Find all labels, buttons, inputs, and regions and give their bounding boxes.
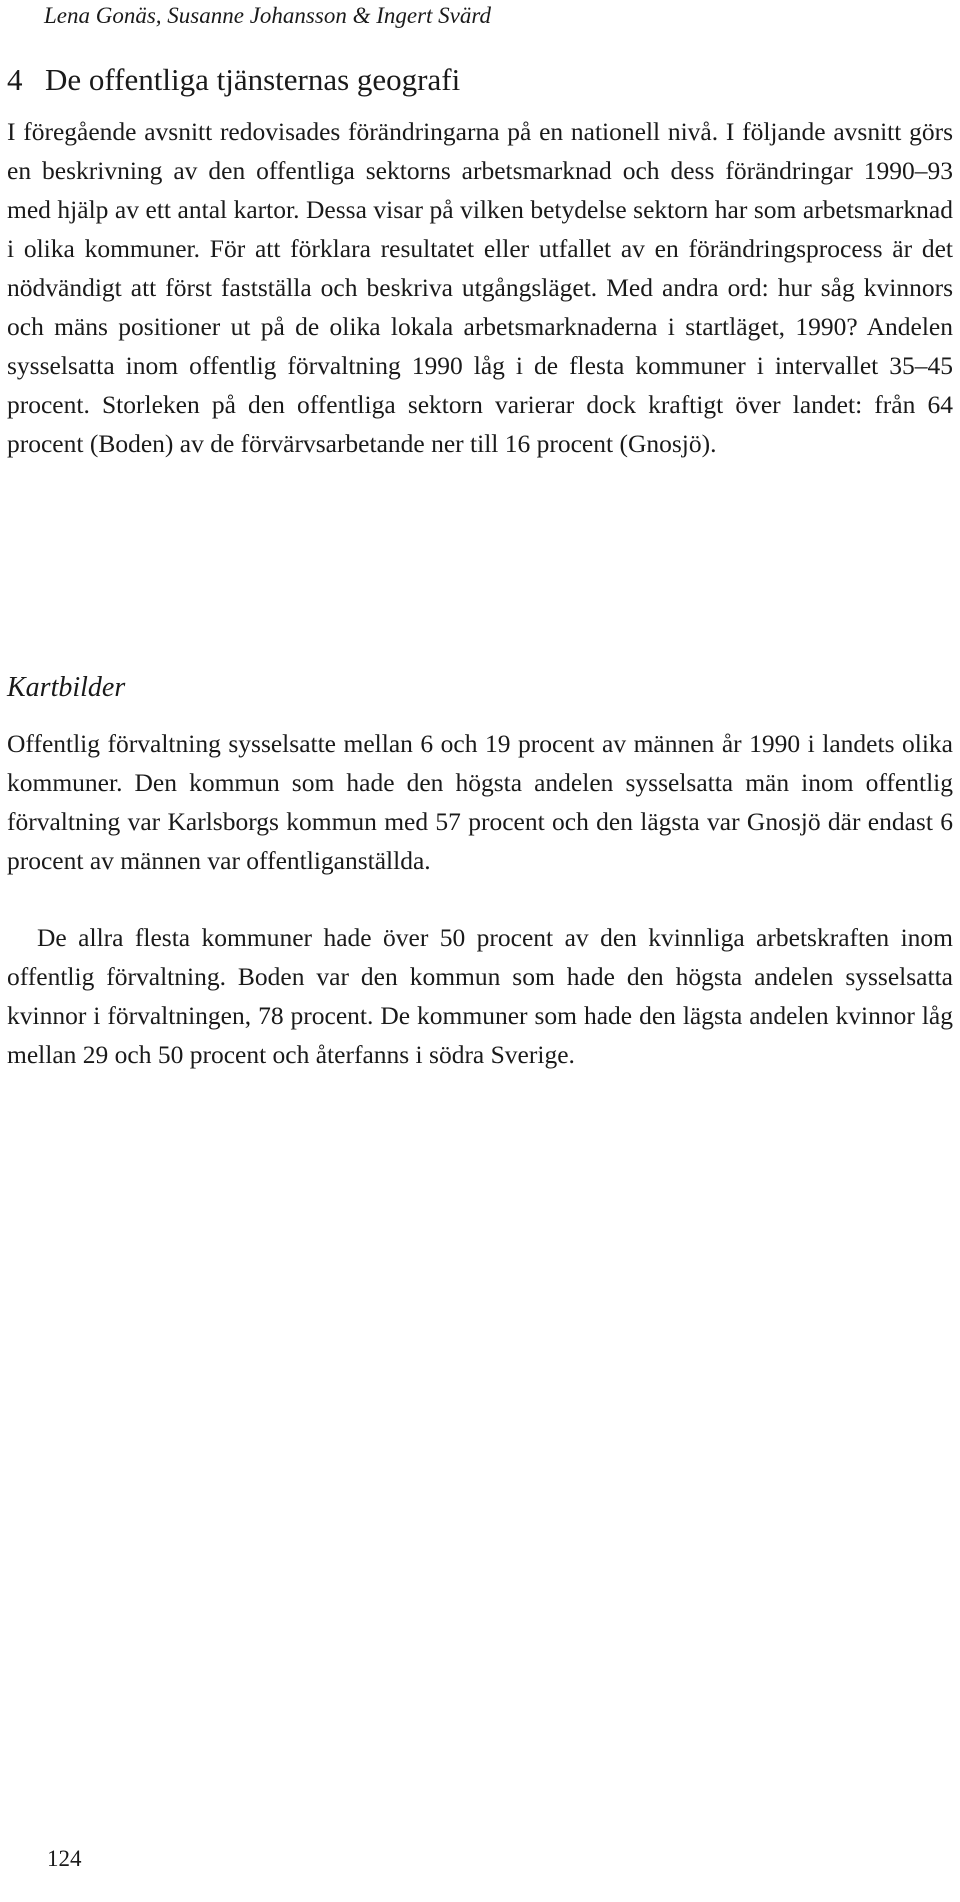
- body-paragraph-intro: I föregående avsnitt redovisades förändringarna på en nationell nivå. I följande avsnitt görs en beskrivning av den offentliga sektorns arbetsmarknad och dess förändringar 1990–93 med hjälp av ett antal kartor. Dessa visar på vilken betydelse sektorn har som arbetsmarknad i olika kommuner. För att förklara resultatet eller utfallet av en förändringsprocess är det nödvändigt att först fastställa och beskriva utgångsläget. Med andra ord: hur såg kvinnors och mäns positioner ut på de olika lokala arbetsmarknaderna i startläget, 1990? Andelen sysselsatta inom offentlig förvaltning 1990 låg i de flesta kommuner i intervallet 35–45 procent. Storleken på den offentliga sektorn varierar dock kraftigt över landet: från 64 procent (Boden) av de förvärvsarbetande ner till 16 procent (Gnosjö).: [7, 117, 953, 458]
- section-heading-kartbilder: Kartbilder: [7, 672, 126, 703]
- chapter-title-text: De offentliga tjänsternas geografi: [45, 62, 461, 97]
- chapter-number: 4: [7, 62, 23, 97]
- running-head-authors: Lena Gonäs, Susanne Johansson & Ingert Svärd: [44, 3, 491, 28]
- document-page: [7, 0, 953, 1902]
- body-paragraph-women: De allra flesta kommuner hade över 50 procent av den kvinnliga arbetskraften inom offentlig förvaltning. Boden var den kommun som hade den högsta andelen sysselsatta kvinnor i förvaltningen, 78 procent. De kommuner som hade den lägsta andelen kvinnor låg mellan 29 och 50 procent och återfanns i södra Sverige.: [7, 923, 953, 1069]
- chapter-title: [7, 60, 460, 100]
- page-number: 124: [47, 1846, 82, 1871]
- body-paragraph-men: Offentlig förvaltning sysselsatte mellan 6 och 19 procent av männen år 1990 i landets olika kommuner. Den kommun som hade den högsta andelen sysselsatta män inom offentlig förvaltning var Karlsborgs kommun med 57 procent och den lägsta var Gnosjö där endast 6 procent av männen var offentliganställda.: [7, 729, 953, 875]
